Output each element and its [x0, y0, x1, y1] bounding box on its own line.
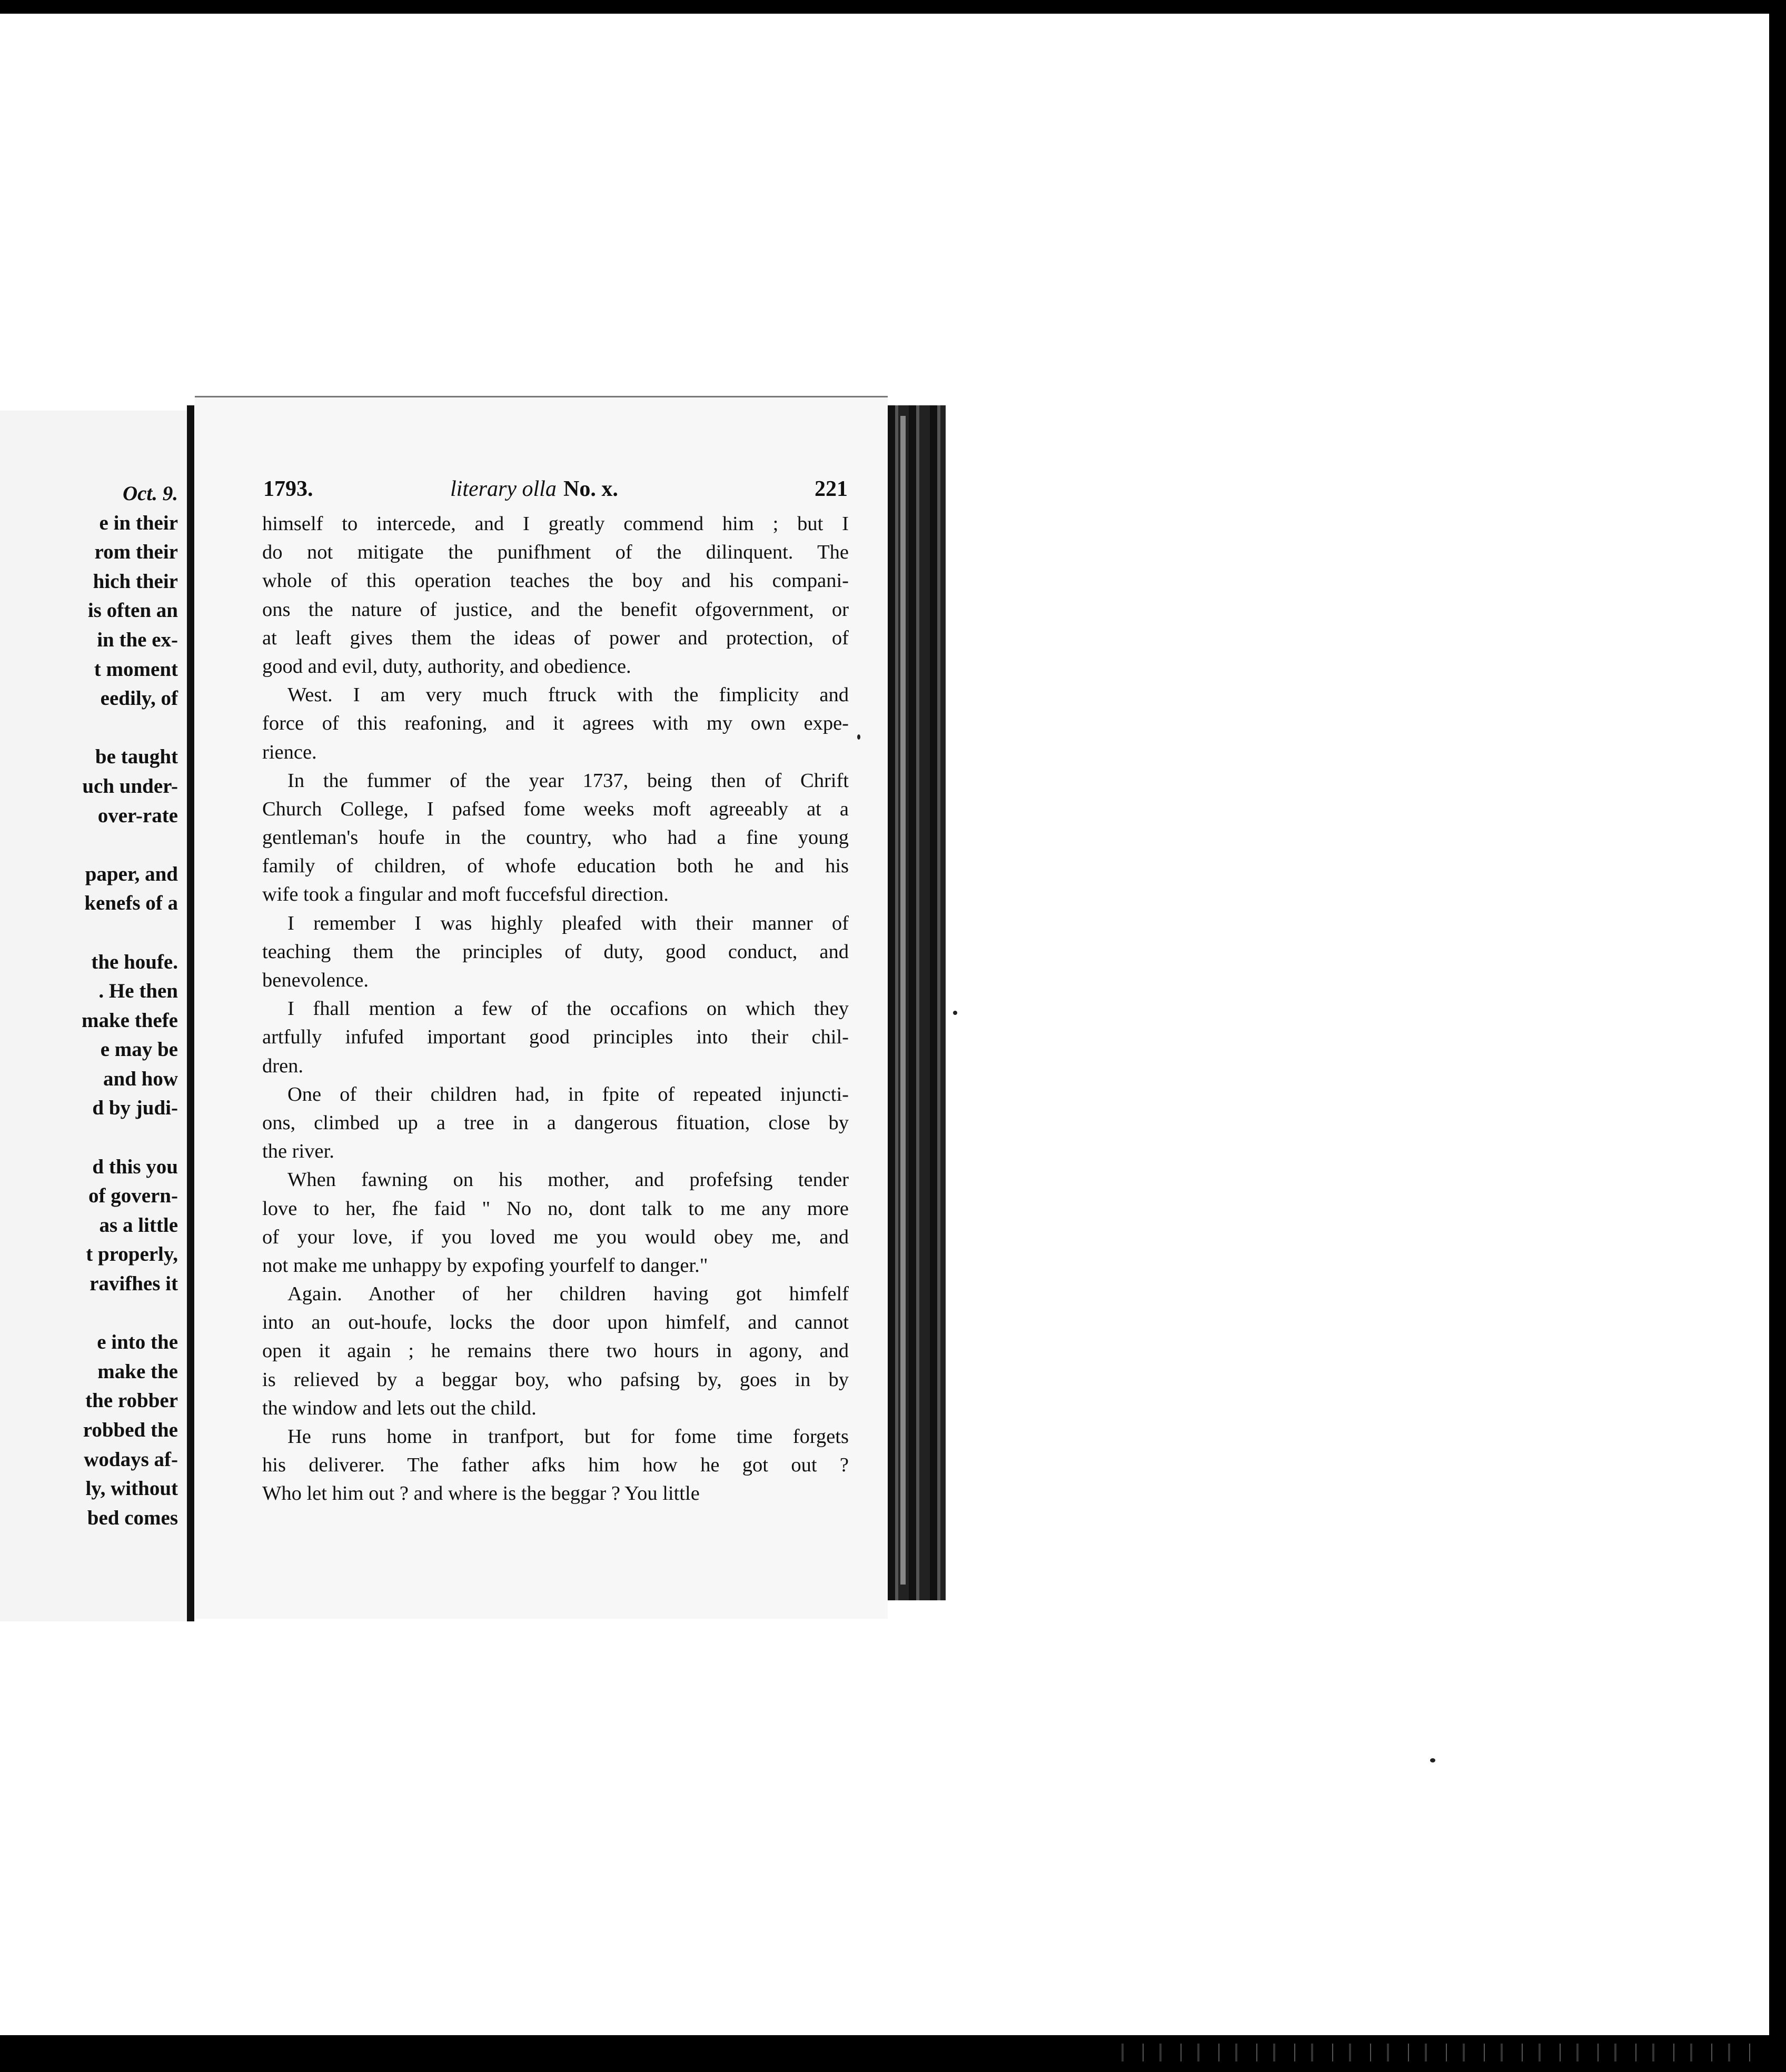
body-line: dren.: [262, 1054, 304, 1077]
scan-speck: [1430, 1758, 1435, 1762]
left-page-line: bed comes: [87, 1506, 178, 1529]
body-line: Church College, I pafsed fome weeks moft agreeably at a: [262, 798, 849, 820]
header-number: No. x.: [563, 477, 618, 501]
body-line: When fawning on his mother, and profefsing tender: [287, 1169, 849, 1191]
left-page-line: and how: [103, 1067, 178, 1090]
body-line: at leaft gives them the ideas of power and protection, of: [262, 626, 849, 649]
left-page-line: t properly,: [86, 1243, 178, 1266]
body-line: In the fummer of the year 1737, being then of Chrift: [287, 769, 849, 792]
body-line: of your love, if you loved me you would obey me, and: [262, 1226, 849, 1248]
body-line: ons, climbed up a tree in a dangerous fituation, close by: [262, 1111, 849, 1134]
left-page-line: be taught: [95, 745, 178, 769]
right-page: [195, 396, 888, 1619]
book-page-edges: [888, 405, 946, 1600]
left-page-line: t moment: [94, 658, 178, 681]
left-page-line: [0, 1123, 178, 1152]
body-line: wife took a fingular and moft fuccefsful direction.: [262, 883, 669, 906]
left-page-line: [0, 918, 178, 948]
header-year: 1793.: [263, 477, 313, 501]
page-body-text: [262, 510, 849, 1508]
left-page-line: ravifhes it: [90, 1272, 178, 1296]
left-page: [0, 411, 193, 1621]
left-page-line: [0, 830, 178, 860]
body-line: the window and lets out the child.: [262, 1397, 537, 1419]
left-page-line: [0, 1299, 178, 1328]
body-line: rience.: [262, 741, 317, 763]
left-page-line: wodays af-: [84, 1448, 178, 1471]
left-page-header: Oct. 9.: [122, 482, 178, 505]
left-page-line: ly, without: [85, 1477, 178, 1500]
body-line: gentleman's houfe in the country, who had a fine young: [262, 826, 849, 849]
body-line: I fhall mention a few of the occafions on which they: [287, 998, 849, 1020]
book-edge-highlight: [900, 416, 906, 1585]
left-page-line: kenefs of a: [84, 892, 178, 915]
right-page-header: [263, 476, 848, 508]
body-line: ons the nature of justice, and the benefit ofgovernment, or: [262, 598, 849, 621]
left-page-line: make the: [97, 1360, 178, 1383]
body-line: Again. Another of her children having got himfelf: [287, 1283, 849, 1306]
left-page-line: of govern-: [88, 1184, 178, 1208]
left-page-line: the houfe.: [91, 950, 178, 973]
left-page-line: e into the: [97, 1331, 178, 1354]
body-line: do not mitigate the punifhment of the dilinquent. The: [262, 541, 849, 564]
body-line: artfully infufed important good principles into their chil-: [262, 1026, 849, 1049]
left-page-line: make thefe: [81, 1009, 178, 1032]
body-line: his deliverer. The father afks him how he got out ?: [262, 1454, 849, 1477]
body-line: himself to intercede, and I greatly commend him ; but I: [262, 513, 849, 535]
left-page-line: paper, and: [85, 862, 178, 885]
body-line: is relieved by a beggar boy, who pafsing by, goes in by: [262, 1368, 849, 1391]
body-line: into an out-houfe, locks the door upon himfelf, and cannot: [262, 1311, 849, 1334]
header-page-number: 221: [815, 477, 848, 501]
left-page-line: hich their: [93, 570, 178, 593]
left-page-line: is often an: [87, 599, 178, 622]
left-page-line: as a little: [99, 1213, 178, 1237]
left-page-line: over-rate: [97, 804, 178, 827]
body-line: One of their children had, in fpite of repeated injuncti-: [287, 1083, 849, 1105]
left-page-line: uch under-: [82, 774, 178, 798]
left-page-line: robbed the: [83, 1419, 178, 1441]
left-page-line: rom their: [94, 541, 178, 564]
body-line: the river.: [262, 1140, 334, 1163]
body-line: I remember I was highly pleafed with their manner of: [287, 912, 849, 934]
body-line: He runs home in tranfport, but for fome time forgets: [287, 1426, 849, 1448]
body-line: good and evil, duty, authority, and obedience.: [262, 655, 631, 678]
left-page-text: [0, 479, 178, 1532]
body-line: teaching them the principles of duty, good conduct, and: [262, 940, 849, 963]
scan-right-border: [1769, 0, 1786, 2072]
left-page-line: d this you: [92, 1155, 178, 1178]
left-page-line: eedily, of: [100, 687, 178, 710]
left-page-line: the robber: [85, 1389, 178, 1412]
body-line: Who let him out ? and where is the beggar ? You little: [262, 1482, 700, 1505]
left-page-line: in the ex-: [97, 628, 178, 651]
left-page-line: d by judi-: [92, 1097, 178, 1120]
book-spine: [187, 405, 194, 1621]
body-line: benevolence.: [262, 969, 369, 991]
left-page-line: . He then: [98, 980, 178, 1003]
header-title: literary olla: [450, 477, 557, 501]
body-line: love to her, fhe faid " No no, dont talk to me any more: [262, 1197, 849, 1220]
body-line: West. I am very much ftruck with the fimplicity and: [287, 684, 849, 706]
scan-speck: [953, 1011, 957, 1015]
body-line: not make me unhappy by expofing yourfelf to danger.": [262, 1254, 708, 1277]
left-page-line: e in their: [99, 511, 178, 534]
body-line: force of this reafoning, and it agrees with my own expe-: [262, 712, 849, 735]
body-line: family of children, of whofe education both he and his: [262, 855, 849, 878]
scan-bottom-noise: [1106, 2044, 1764, 2061]
scan-speck: [857, 734, 860, 740]
body-line: whole of this operation teaches the boy and his compani-: [262, 570, 849, 592]
left-page-line: [0, 713, 178, 743]
left-page-line: e may be: [100, 1038, 178, 1061]
body-line: open it again ; he remains there two hours in agony, and: [262, 1340, 849, 1362]
